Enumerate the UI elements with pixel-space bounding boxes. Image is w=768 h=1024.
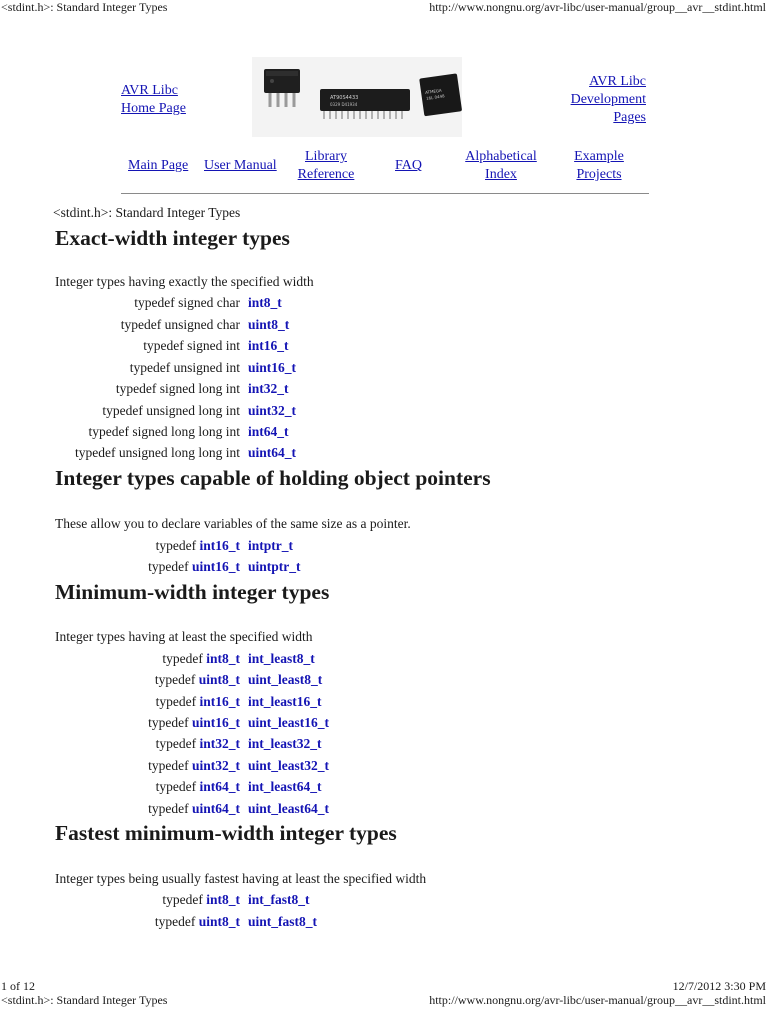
heading-pointer-types: Integer types capable of holding object pointers: [55, 466, 491, 490]
typedef-base-type-link[interactable]: uint32_t: [191, 758, 240, 773]
typedef-name-link[interactable]: uint16_t: [248, 360, 297, 375]
print-footer-datetime: 12/7/2012 3:30 PM: [672, 979, 766, 993]
typedef-keyword: typedef: [155, 694, 200, 709]
svg-text:ATMEGA: ATMEGA: [424, 87, 443, 95]
typedef-base-type-link[interactable]: uint16_t: [191, 715, 240, 730]
typedef-keyword: typedef: [148, 559, 192, 574]
typedef-row: [0, 556, 768, 577]
typedef-base-type-link[interactable]: uint64_t: [191, 801, 240, 816]
nav-divider: [121, 193, 649, 194]
page-title: <stdint.h>: Standard Integer Types: [53, 205, 241, 220]
typedef-decl: [156, 733, 240, 754]
typedef-name-link[interactable]: int64_t: [248, 424, 289, 439]
typedef-row: [0, 798, 768, 819]
typedef-base-type-link[interactable]: int32_t: [199, 736, 240, 751]
nav-alpha-l2[interactable]: Index: [485, 167, 517, 182]
typedef-row: [0, 442, 768, 463]
typedef-keyword: typedef: [155, 736, 200, 751]
typedef-decl: [155, 911, 240, 932]
typedef-name-link[interactable]: int_fast8_t: [248, 892, 310, 907]
typedef-decl: [156, 535, 240, 556]
typedef-row: [0, 691, 768, 712]
typedef-base-type-link[interactable]: uint8_t: [198, 672, 240, 687]
typedef-decl: typedef unsigned long long int: [75, 445, 240, 460]
dev-link-line3[interactable]: Pages: [613, 110, 646, 125]
typedef-keyword: typedef: [148, 758, 192, 773]
typedef-keyword: typedef: [162, 651, 207, 666]
typedef-base-type-link[interactable]: int8_t: [206, 892, 240, 907]
typedef-row: [0, 535, 768, 556]
typedef-row: [0, 292, 768, 313]
typedef-name-link[interactable]: uint_fast8_t: [248, 914, 318, 929]
typedef-name-link[interactable]: uintptr_t: [248, 559, 301, 574]
typedef-keyword: typedef: [154, 672, 199, 687]
nav-user-manual[interactable]: [204, 157, 277, 175]
typedef-name-link[interactable]: int_least16_t: [248, 694, 322, 709]
nav-faq-label[interactable]: FAQ: [395, 158, 422, 173]
nav-library-reference[interactable]: [292, 148, 360, 184]
typedef-decl: [162, 648, 240, 669]
typedef-keyword: typedef: [148, 715, 192, 730]
typedef-keyword: typedef: [155, 538, 200, 553]
typedef-decl: typedef unsigned long int: [102, 403, 240, 418]
print-header-title: <stdint.h>: Standard Integer Types: [1, 0, 168, 14]
typedef-row: [0, 335, 768, 356]
typedef-decl: [162, 889, 240, 910]
dev-link-line1[interactable]: AVR Libc: [589, 74, 646, 89]
print-footer-title: <stdint.h>: Standard Integer Types: [1, 993, 168, 1007]
typedef-keyword: typedef: [162, 892, 207, 907]
typedef-row: [0, 911, 768, 932]
typedef-name-link[interactable]: int8_t: [248, 295, 282, 310]
typedef-keyword: typedef: [154, 914, 199, 929]
home-page-link[interactable]: [121, 82, 186, 118]
typedef-row: [0, 669, 768, 690]
typedef-decl: [156, 691, 240, 712]
typedef-base-type-link[interactable]: int16_t: [199, 694, 240, 709]
typedef-name-link[interactable]: uint_least64_t: [248, 801, 329, 816]
nav-library-l1[interactable]: Library: [305, 149, 347, 164]
avr-chips-image: [252, 57, 462, 137]
desc-pointer-types: These allow you to declare variables of the same size as a pointer.: [55, 516, 411, 531]
desc-minimum-width: Integer types having at least the specified width: [55, 629, 313, 644]
typedef-decl: [155, 669, 240, 690]
print-footer-url: http://www.nongnu.org/avr-libc/user-manual/group__avr__stdint.html: [429, 993, 766, 1007]
qfp-chip-icon: [419, 73, 462, 116]
typedef-decl: typedef signed long long int: [88, 424, 240, 439]
typedef-row: [0, 648, 768, 669]
typedef-name-link[interactable]: uint64_t: [248, 445, 297, 460]
typedef-name-link[interactable]: int_least32_t: [248, 736, 322, 751]
typedef-name-link[interactable]: uint_least16_t: [248, 715, 329, 730]
typedef-decl: typedef signed long int: [115, 381, 240, 396]
nav-example-l1[interactable]: Example: [574, 149, 624, 164]
typedef-row: [0, 755, 768, 776]
typedef-decl: typedef unsigned char: [120, 317, 240, 332]
nav-faq[interactable]: [395, 157, 422, 175]
typedef-base-type-link[interactable]: uint8_t: [198, 914, 240, 929]
typedef-keyword: typedef: [155, 779, 200, 794]
svg-text:AT90S4433: AT90S4433: [330, 95, 359, 101]
heading-fastest-minimum-width: Fastest minimum-width integer types: [55, 821, 397, 845]
typedef-name-link[interactable]: uint_least32_t: [248, 758, 329, 773]
nav-main-page[interactable]: [128, 157, 188, 175]
typedef-name-link[interactable]: int_least8_t: [248, 651, 315, 666]
typedef-row: [0, 400, 768, 421]
typedef-decl: typedef unsigned int: [129, 360, 240, 375]
typedef-decl: [148, 755, 240, 776]
svg-text:0329 D41934: 0329 D41934: [330, 102, 358, 107]
typedef-name-link[interactable]: int32_t: [248, 381, 289, 396]
typedef-decl: [148, 556, 240, 577]
typedef-name-link[interactable]: int16_t: [248, 338, 289, 353]
typedef-row: [0, 357, 768, 378]
heading-exact-width: Exact-width integer types: [55, 226, 290, 250]
typedef-row: [0, 378, 768, 399]
desc-exact-width: Integer types having exactly the specified width: [55, 274, 314, 289]
typedef-decl: [156, 776, 240, 797]
home-page-link-line2[interactable]: Home Page: [121, 101, 186, 116]
typedef-name-link[interactable]: uint_least8_t: [248, 672, 323, 687]
heading-minimum-width: Minimum-width integer types: [55, 580, 330, 604]
dev-link-line2[interactable]: Development: [570, 92, 646, 107]
print-footer-page-number: 1 of 12: [1, 979, 35, 993]
nav-alphabetical-index[interactable]: [459, 148, 543, 184]
nav-user-manual-label[interactable]: User Manual: [204, 158, 277, 173]
home-page-link-line1[interactable]: AVR Libc: [121, 83, 178, 98]
typedef-row: [0, 776, 768, 797]
typedef-name-link[interactable]: uint32_t: [248, 403, 297, 418]
typedef-name-link[interactable]: int_least64_t: [248, 779, 322, 794]
typedef-base-type-link[interactable]: int8_t: [206, 651, 240, 666]
typedef-row: [0, 733, 768, 754]
nav-alpha-l1[interactable]: Alphabetical: [465, 149, 537, 164]
typedef-base-type-link[interactable]: int64_t: [199, 779, 240, 794]
typedef-row: [0, 314, 768, 335]
typedef-decl: typedef signed char: [134, 295, 240, 310]
typedef-row: [0, 889, 768, 910]
typedef-name-link[interactable]: intptr_t: [248, 538, 293, 553]
nav-main-page-label[interactable]: Main Page: [128, 158, 189, 173]
print-header-url: http://www.nongnu.org/avr-libc/user-manual/group__avr__stdint.html: [429, 0, 766, 14]
avr-chips-illustration: [252, 57, 462, 137]
typedef-row: [0, 421, 768, 442]
typedef-keyword: typedef: [148, 801, 192, 816]
typedef-decl: [148, 712, 240, 733]
nav-library-l2[interactable]: Reference: [297, 167, 355, 182]
typedef-row: [0, 712, 768, 733]
development-pages-link[interactable]: [571, 73, 646, 127]
nav-example-l2[interactable]: Projects: [576, 167, 622, 182]
typedef-name-link[interactable]: uint8_t: [248, 317, 290, 332]
typedef-base-type-link[interactable]: int16_t: [199, 538, 240, 553]
nav-example-projects[interactable]: [568, 148, 630, 184]
svg-text:16L 0448: 16L 0448: [425, 93, 445, 101]
typedef-base-type-link[interactable]: uint16_t: [191, 559, 240, 574]
desc-fastest-minimum-width: Integer types being usually fastest having at least the specified width: [55, 871, 427, 886]
typedef-decl: [148, 798, 240, 819]
typedef-decl: typedef signed int: [143, 338, 240, 353]
